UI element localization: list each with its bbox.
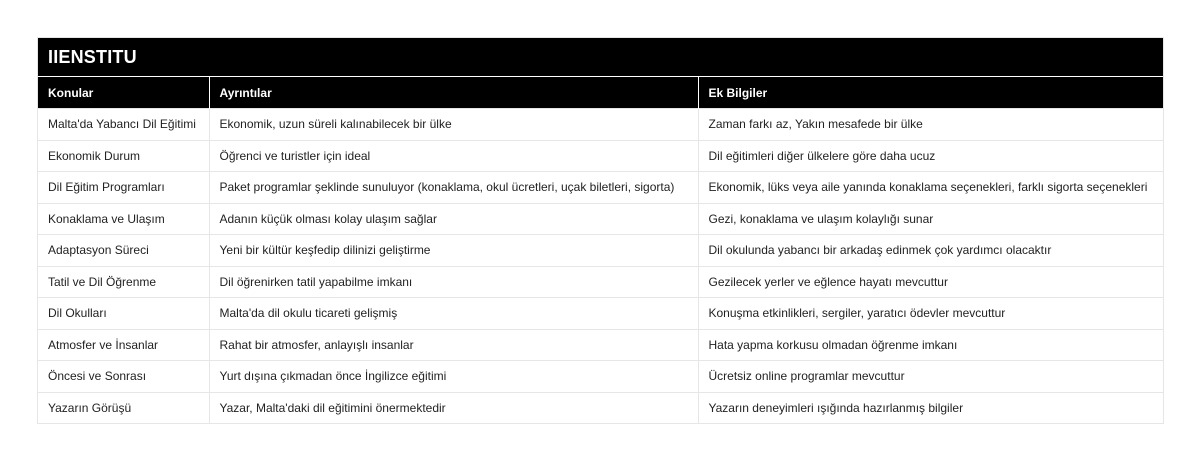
cell-topic: Dil Eğitim Programları [38,172,209,204]
column-header-additional-info: Ek Bilgiler [698,77,1163,109]
cell-additional-info: Ekonomik, lüks veya aile yanında konaklama seçenekleri, farklı sigorta seçenekleri [698,172,1163,204]
table-row [38,140,1163,172]
table-row [38,298,1163,330]
cell-topic: Ekonomik Durum [38,140,209,172]
table-row [38,172,1163,204]
column-header-details: Ayrıntılar [209,77,698,109]
header-row [38,77,1163,109]
cell-details: Rahat bir atmosfer, anlayışlı insanlar [209,329,698,361]
cell-topic: Yazarın Görüşü [38,392,209,423]
cell-additional-info: Gezilecek yerler ve eğlence hayatı mevcuttur [698,266,1163,298]
cell-topic: Tatil ve Dil Öğrenme [38,266,209,298]
cell-additional-info: Zaman farkı az, Yakın mesafede bir ülke [698,109,1163,141]
cell-additional-info: Ücretsiz online programlar mevcuttur [698,361,1163,393]
column-header-topics: Konular [38,77,209,109]
table-row [38,203,1163,235]
brand-title: IIENSTITU [38,38,1163,76]
table-body [38,109,1163,424]
table-row [38,266,1163,298]
cell-additional-info: Konuşma etkinlikleri, sergiler, yaratıcı ödevler mevcuttur [698,298,1163,330]
cell-topic: Malta'da Yabancı Dil Eğitimi [38,109,209,141]
cell-details: Yeni bir kültür keşfedip dilinizi geliştirme [209,235,698,267]
table-row [38,392,1163,423]
table-row [38,109,1163,141]
table-row [38,361,1163,393]
data-table [38,76,1163,423]
content-table-container [37,37,1164,424]
cell-details: Paket programlar şeklinde sunuluyor (konaklama, okul ücretleri, uçak biletleri, sigorta) [209,172,698,204]
cell-details: Ekonomik, uzun süreli kalınabilecek bir ülke [209,109,698,141]
cell-topic: Dil Okulları [38,298,209,330]
cell-details: Adanın küçük olması kolay ulaşım sağlar [209,203,698,235]
table-row [38,329,1163,361]
cell-topic: Konaklama ve Ulaşım [38,203,209,235]
cell-details: Dil öğrenirken tatil yapabilme imkanı [209,266,698,298]
cell-details: Yazar, Malta'daki dil eğitimini önermektedir [209,392,698,423]
cell-details: Öğrenci ve turistler için ideal [209,140,698,172]
cell-topic: Adaptasyon Süreci [38,235,209,267]
cell-details: Malta'da dil okulu ticareti gelişmiş [209,298,698,330]
cell-additional-info: Hata yapma korkusu olmadan öğrenme imkanı [698,329,1163,361]
cell-topic: Öncesi ve Sonrası [38,361,209,393]
cell-details: Yurt dışına çıkmadan önce İngilizce eğitimi [209,361,698,393]
table-header [38,77,1163,109]
cell-additional-info: Dil eğitimleri diğer ülkelere göre daha ucuz [698,140,1163,172]
table-row [38,235,1163,267]
cell-additional-info: Gezi, konaklama ve ulaşım kolaylığı sunar [698,203,1163,235]
cell-topic: Atmosfer ve İnsanlar [38,329,209,361]
cell-additional-info: Yazarın deneyimleri ışığında hazırlanmış bilgiler [698,392,1163,423]
cell-additional-info: Dil okulunda yabancı bir arkadaş edinmek çok yardımcı olacaktır [698,235,1163,267]
